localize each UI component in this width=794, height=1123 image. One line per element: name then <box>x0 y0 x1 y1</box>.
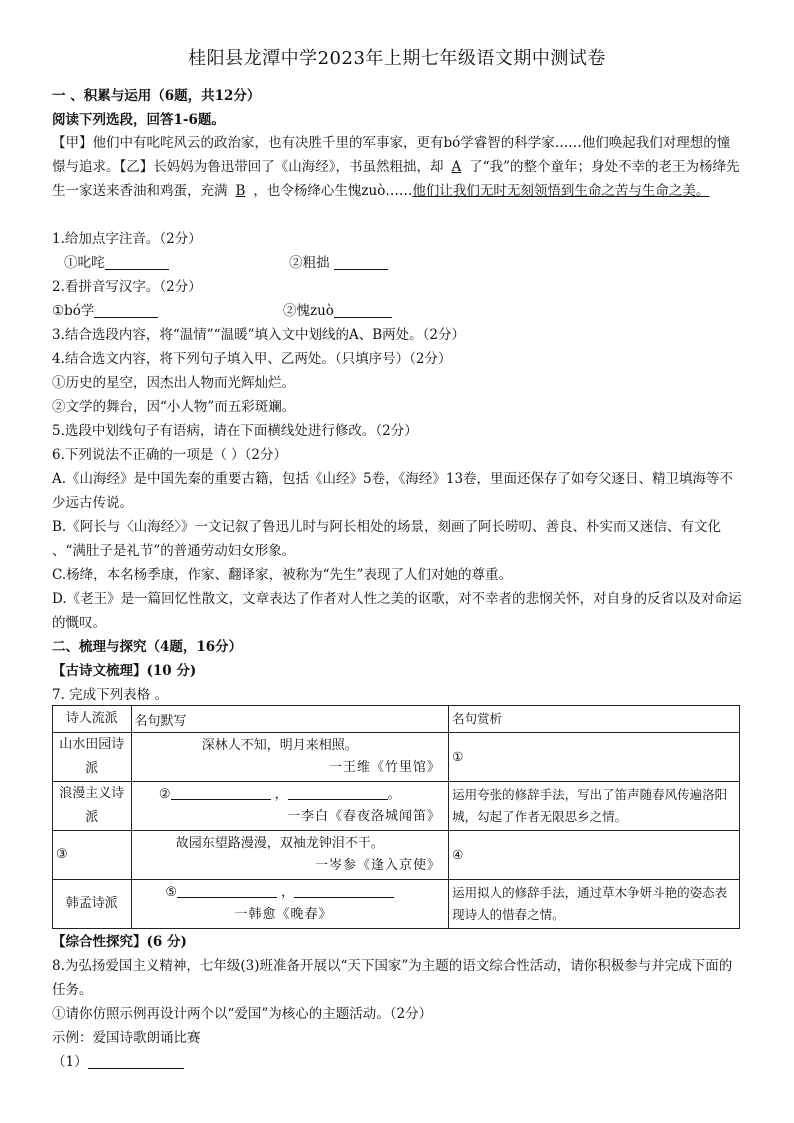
appreciation: ① <box>449 733 740 782</box>
verse-text: 深林人不知，明月来相照。 <box>201 738 358 753</box>
verse-blank: ⑤ ， <box>135 882 446 904</box>
question-3: 3.结合选段内容，将“温情”“温暖”填入文中划线的A、B两处。（2分） <box>52 327 465 343</box>
table-row <box>53 880 740 929</box>
appreciation: 运用拟人的修辞手法，通过草木争妍斗艳的姿态表现诗人的惜春之情。 <box>449 880 740 929</box>
underlined-sentence: 他们让我们无时无刻领悟到生命之苦与生命之美。 <box>412 183 710 199</box>
table-row <box>53 733 740 782</box>
verse-author: 一岑参《逢入京使》 <box>315 858 442 873</box>
question-4-option-1: ①历史的星空，因杰出人物而光辉灿烂。 <box>52 375 295 391</box>
answer-blank <box>288 785 388 800</box>
answer-blank <box>88 1052 184 1069</box>
answer-blank <box>94 301 158 318</box>
answer-blank <box>177 883 277 898</box>
verse-text: 故园东望路漫漫，双袖龙钟泪不干。 <box>175 836 384 851</box>
table-header: 诗人流派 <box>53 706 132 733</box>
answer-blank <box>334 301 392 318</box>
blank-b: B <box>235 183 246 199</box>
page-title: 桂阳县龙潭中学2023年上期七年级语文期中测试卷 <box>188 48 606 69</box>
answer-blank <box>105 253 169 270</box>
table-header-row <box>53 706 740 733</box>
section1-heading: 一 、积累与运用（6题，共12分） <box>52 88 261 104</box>
answer-line-1: （1） <box>52 1050 752 1074</box>
question-8: 8.为弘扬爱国主义精神，七年级(3)班准备开展以“天下国家”为主题的语文综合性活动，请你积极参与并完成下面的任务。 <box>52 958 733 998</box>
answer-blank <box>294 883 394 898</box>
question-6: 6.下列说法不正确的一项是（ ）（2分） <box>52 447 288 463</box>
section2-heading: 二、梳理与探究（4题，16分） <box>52 639 243 655</box>
question-4-option-2: ②文学的舞台，因“小人物”而五彩斑斓。 <box>52 399 296 415</box>
question-8-task-1: ①请你仿照示例再设计两个以“爱国”为核心的主题活动。（2分） <box>52 1006 433 1022</box>
question-2: 2.看拼音写汉字。（2分） <box>52 279 202 295</box>
question-6-option-d: D.《老王》是一篇回忆性散文，文章表达了作者对人性之美的讴歌，对不幸者的悲悯关怀，对自身的反省以及对命运的慨叹。 <box>52 591 742 631</box>
verse-blank: ② ， 。 <box>158 787 401 802</box>
question-7: 7. 完成下列表格 。 <box>52 687 168 703</box>
appreciation: 运用夸张的修辞手法，写出了笛声随春风传遍洛阳城，勾起了作者无限思乡之情。 <box>449 782 740 831</box>
poetry-table <box>52 705 740 929</box>
question-6-option-a: A.《山海经》是中国先秦的重要古籍，包括《山经》5卷，《海经》13卷，里面还保存了如夸父逐日、精卫填海等不少远古传说。 <box>52 471 734 511</box>
question-1-options: ①叱咤 ②粗拙 <box>64 251 764 275</box>
question-5: 5.选段中划线句子有语病，请在下面横线处进行修改。（2分） <box>52 423 418 439</box>
example-text: 示例：爱国诗歌朗诵比赛 <box>52 1030 201 1046</box>
answer-blank <box>334 253 388 270</box>
verse-author: 一王维《竹里馆》 <box>329 760 442 775</box>
poet-school: ③ <box>53 831 132 880</box>
poet-school: 山水田园诗派 <box>53 733 132 782</box>
answer-blank <box>171 785 271 800</box>
question-6-option-b: B.《阿长与〈山海经〉》一文记叙了鲁迅儿时与阿长相处的场景，刻画了阿长唠叨、善良、朴实而又迷信、有文化 、“满肚子是礼节”的普通劳动妇女形象。 <box>52 519 721 559</box>
reading-passage: 【甲】他们中有叱咤风云的政治家，也有决胜千里的军事家，更有bó学睿智的科学家……他们唤起我们对理想的憧憬与追求。【乙】长妈妈为鲁迅带回了《山海经》，书虽然粗拙，却 A 了“我”的整个童年；身处不幸的老王为杨绛先生一家送来香油和鸡蛋，充满 B ，也令杨绛心生愧zuò……他们让我们无时无刻领悟到生命之苦与生命之美。 <box>52 135 740 199</box>
question-4: 4.结合选文内容，将下列句子填入甲、乙两处。（只填序号）（2分） <box>52 351 452 367</box>
appreciation: ④ <box>449 831 740 880</box>
question-6-option-c: C.杨绛，本名杨季康，作家、翻译家，被称为“先生”表现了人们对她的尊重。 <box>52 567 512 583</box>
table-header: 名句赏析 <box>449 706 740 733</box>
question-2-options: ①bó学 ②愧zuò <box>52 299 752 323</box>
table-row <box>53 831 740 880</box>
comprehensive-inquiry-heading: 【综合性探究】(6 分) <box>52 934 187 950</box>
blank-a: A <box>451 159 462 175</box>
poet-school: 浪漫主义诗派 <box>53 782 132 831</box>
table-header: 名句默写 <box>131 706 449 733</box>
verse-author: 一李白《春夜洛城闻笛》 <box>287 809 442 824</box>
verse-author: 一韩愈《晚春》 <box>234 907 333 922</box>
reading-instruction: 阅读下列选段，回答1-6题。 <box>52 112 225 128</box>
question-1: 1.给加点字注音。（2分） <box>52 231 202 247</box>
poet-school: 韩孟诗派 <box>53 880 132 929</box>
table-row <box>53 782 740 831</box>
poetry-review-heading: 【古诗文梳理】(10 分) <box>52 663 197 679</box>
